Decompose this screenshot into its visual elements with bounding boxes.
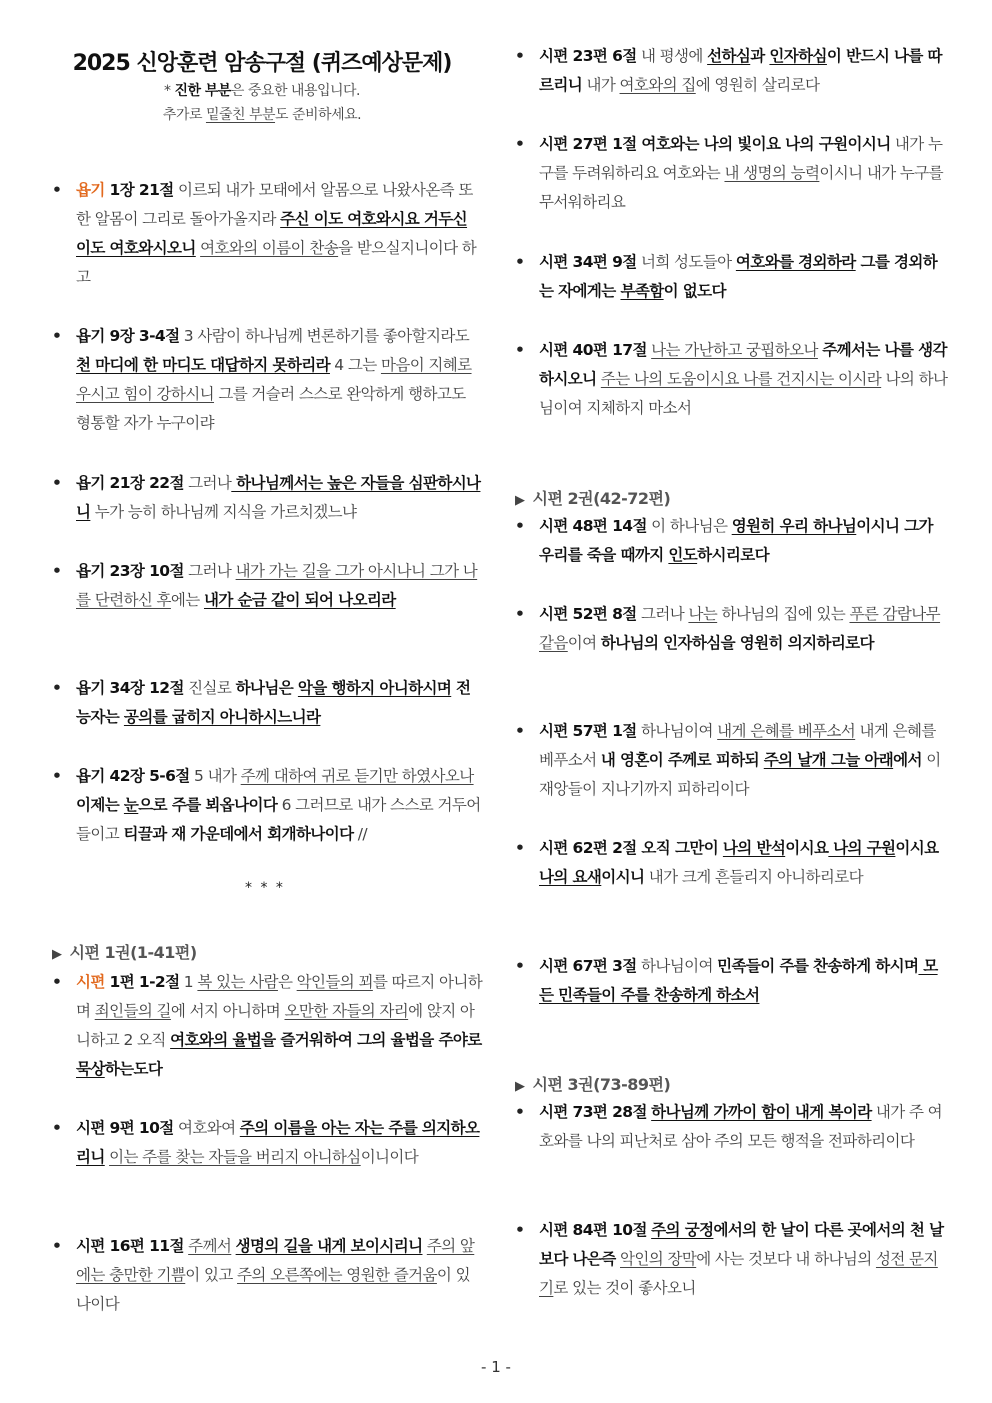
verse-key-text: 나의 요새	[539, 868, 602, 886]
verse-text: 에 사는 것보다 내 하나님의	[696, 1250, 876, 1268]
triangle-icon: ▶	[52, 947, 62, 962]
verse-text: 그러나	[183, 562, 236, 580]
verse-text: 이여	[567, 634, 601, 652]
verse-underlined-text: 마음이 지혜로우시고 힘이 강하시니	[76, 356, 472, 403]
verse-key-text: 내가 순금 같이 되어 나오리라	[203, 591, 396, 609]
verse-text: 진실로	[183, 679, 236, 697]
triangle-icon: ▶	[515, 493, 525, 508]
bullet: •	[52, 973, 62, 991]
verse-key-text: 과	[750, 47, 770, 65]
verse-text: 은	[277, 973, 297, 991]
bullet: •	[52, 1237, 62, 1255]
verse-book: 시편	[76, 973, 105, 991]
verse-entry	[515, 952, 951, 1010]
verse-underlined-text: 여호와의 집	[619, 76, 696, 94]
verse-text: //	[353, 825, 368, 843]
verse-underlined-text: 내가 가는 길을 그가 아시나니 그가 나를 단련하신 후	[76, 562, 478, 609]
verse-underlined-text: 나는 가난하고 궁핍하오나	[651, 341, 818, 359]
verse-key-text: 찬송하게 하시며	[813, 957, 919, 975]
verse-key-text: 전능자는	[76, 679, 471, 726]
verse-underlined-text: 여호와의 이름이 찬송	[200, 239, 339, 257]
verse-entry	[52, 674, 484, 732]
verse-text: 내가 누구를 두려워하리요 여호와는	[539, 135, 943, 182]
verse-text: 내 평생에	[636, 47, 708, 65]
bullet: •	[52, 1119, 62, 1137]
verse-entry	[515, 834, 951, 892]
verse-entry	[52, 469, 484, 527]
verse-key-text: 에서	[893, 751, 922, 769]
verse-key-text: 을 즐거워하여 그의 율법을 주야로	[261, 1031, 482, 1049]
verse-key-text: 에서의 한 날이 다른 곳에서의 천 날보다 나은즉	[539, 1221, 944, 1268]
verse-text: 이 하나님은	[646, 517, 732, 535]
bullet: •	[52, 327, 62, 345]
verse-key-text: 이시니 그가 우리를 죽을 때까지	[539, 517, 933, 564]
verse-underlined-text: 주는 나의 도움이시요 나를 건지시는 이시라	[600, 370, 882, 388]
verse-key-text: 하나님은	[235, 679, 298, 697]
verse-ref: 시편 9편 10절	[76, 1119, 174, 1137]
section-heading	[515, 1072, 670, 1095]
verse-underlined-text: 내게 은혜를 베푸소서	[717, 722, 856, 740]
bullet: •	[515, 341, 525, 359]
bullet: •	[52, 562, 62, 580]
verse-entry	[52, 176, 484, 292]
verse-text: 6 그러므로 내가 스스로 거두어들이고	[76, 796, 481, 843]
verse-text: 하나님의 집에 있는	[717, 605, 850, 623]
verse-key-text: 주의 궁정	[651, 1221, 714, 1239]
verse-underlined-text: 악인들의 꾀	[296, 973, 373, 991]
verse-underlined-text: 악인의 장막	[620, 1250, 697, 1268]
verse-text: 이니이다	[360, 1148, 419, 1166]
section-heading	[52, 940, 197, 963]
verse-text: 로 있는 것이 좋사오니	[553, 1279, 696, 1297]
verse-text: 이 재앙들이 지나기까지 피하리이다	[539, 751, 941, 798]
bullet: •	[52, 767, 62, 785]
verse-ref: 시편 23편 6절	[539, 47, 637, 65]
verse-text: 누가 능히 하나님께 지식을 가르치겠느냐	[90, 503, 357, 521]
verse-entry	[52, 1232, 484, 1319]
verse-key-text: 묵상	[76, 1060, 105, 1078]
note-mark: *	[163, 83, 175, 99]
verse-underlined-text: 주의 앞에는 충만한 기쁨	[76, 1237, 475, 1284]
bullet: •	[515, 957, 525, 975]
verse-key-text: 이제는	[76, 796, 124, 814]
verse-text: 나의 하나님이여 지체하지 마소서	[539, 370, 948, 417]
verse-underlined-text: 내 생명의 능력	[724, 164, 820, 182]
triangle-icon: ▶	[515, 1079, 525, 1094]
note-text: 추가로	[162, 107, 206, 123]
page-title: 2025 신앙훈련 암송구절 (퀴즈예상문제)	[72, 51, 452, 76]
verse-key-text: 이시요	[895, 839, 939, 857]
verse-text: 에는	[170, 591, 204, 609]
verse-key-text: 이 없도다	[663, 282, 726, 300]
verse-key-text: 인도	[668, 546, 698, 564]
verse-text: 내게 은혜를 베푸소서	[539, 722, 936, 769]
verse-key-text: 하시리로다	[697, 546, 769, 564]
verse-ref: 1장 21절	[104, 181, 174, 199]
verse-underlined-text: 성전 문지기	[539, 1250, 938, 1297]
verse-key-text: 그를 경외하는 자에게는	[539, 253, 938, 300]
verse-text: 에 앉지 아니하고 2 오직	[76, 1002, 475, 1049]
verse-key-text: 공의를 굽히지 아니하시느니라	[123, 708, 321, 726]
verse-underlined-text: 주의 오른쪽에는 영원한 즐거움	[237, 1266, 437, 1284]
verse-entry	[515, 1098, 951, 1156]
verse-ref: 1편 1-2절	[104, 973, 180, 991]
verse-text: 에 영원히 살리로다	[695, 76, 820, 94]
verse-key-text: 주의 이름을 아는 자는 주를 의지하오리니	[76, 1119, 480, 1166]
bullet: •	[515, 135, 525, 153]
verse-key-text: 여호와의 율법	[170, 1031, 262, 1049]
verse-key-text: 민족들이 주를	[717, 957, 814, 975]
verse-text: 이시니 내가 누구를 무서워하리요	[539, 164, 944, 211]
verse-text: 그러나	[183, 474, 232, 492]
verse-text: 에 서지 아니하며	[170, 1002, 285, 1020]
verse-key-text: 눈	[123, 796, 139, 814]
verse-key-text: 하나님의 인자하심을 영원히 의지하리로다	[600, 634, 874, 652]
verse-ref: 시편 16편 11절	[76, 1237, 184, 1255]
verse-entry	[515, 42, 951, 100]
verse-text: 이 있나이다	[76, 1266, 470, 1313]
note-underline	[52, 104, 472, 124]
verse-underlined-text: 복 있는 사람	[197, 973, 278, 991]
verse-text: 여호와여	[173, 1119, 240, 1137]
verse-entry	[515, 717, 951, 804]
verse-ref: 욥기 34장 12절	[76, 679, 184, 697]
bullet: •	[515, 839, 525, 857]
verse-text: 하나님이여	[636, 957, 718, 975]
bullet: •	[515, 605, 525, 623]
verse-key-text: 하나님께 가까이 함이 내게 복이라	[651, 1103, 872, 1121]
verse-key-text: 나의 구원	[828, 839, 896, 857]
verse-entry	[52, 762, 484, 849]
bullet: •	[515, 1221, 525, 1239]
verse-key-text: 영원히 우리 하나님	[731, 517, 857, 535]
verse-ref: 시편 52편 8절	[539, 605, 637, 623]
verse-entry	[515, 1216, 951, 1303]
section-heading-text: 시편 1권(1-41편)	[69, 943, 197, 962]
section-heading-text: 시편 2권(42-72편)	[532, 489, 671, 508]
verse-key-text: 선하심	[707, 47, 751, 65]
verse-key-text: 주신 이도 여호와시요 거두신 이도 여호와시오니	[76, 210, 468, 257]
note-text: 은 중요한 내용입니다.	[230, 83, 360, 99]
verse-key-text: 오직 그만이	[636, 839, 723, 857]
verse-key-text: 인자하심	[769, 47, 827, 65]
verse-ref: 시편 73편 28절	[539, 1103, 647, 1121]
bullet: •	[515, 253, 525, 271]
verse-entry	[515, 248, 951, 306]
verse-ref: 욥기 21장 22절	[76, 474, 184, 492]
verse-ref: 욥기 23장 10절	[76, 562, 184, 580]
note-bold-text: 진한 부분	[174, 83, 231, 99]
verse-ref: 시편 57편 1절	[539, 722, 637, 740]
verse-underlined-text: 나는	[688, 605, 718, 623]
verse-text: 이 있고	[185, 1266, 238, 1284]
verse-key-text: 악을 행하지 아니하시며	[297, 679, 452, 697]
verse-text: 을 받으실지니이다 하고	[76, 239, 477, 286]
verse-text: 내가 주 여호와를 나의 피난처로 삼아 주의 모든 행적을 전파하리이다	[539, 1103, 943, 1150]
verse-key-text: 이시니	[601, 868, 645, 886]
page-number: - 1 -	[481, 1358, 511, 1376]
verse-entry	[515, 130, 951, 217]
verse-key-text: 이시요	[785, 839, 829, 857]
verse-ref: 시편 84편 10절	[539, 1221, 647, 1239]
verse-key-text: 여호와를 경외하라	[735, 253, 856, 271]
verse-underlined-text: 주께 대하여 귀로 듣기만 하였사오나	[240, 767, 474, 785]
verse-text: 그러나	[636, 605, 689, 623]
bullet: •	[52, 181, 62, 199]
verse-text: 를 따르지 아니하며	[76, 973, 483, 1020]
verse-text: 그를 거슬러 스스로 완악하게 행하고도 형통할 자가 누구이랴	[76, 385, 466, 432]
verse-underlined-text: 주께서	[188, 1237, 232, 1255]
verse-key-text: 여호와는 나의 빛이요 나의 구원이시니	[636, 135, 891, 153]
bullet: •	[52, 474, 62, 492]
verse-key-text: 생명의 길을 내게 보이시리니	[235, 1237, 423, 1255]
bullet: •	[515, 517, 525, 535]
verse-underlined-text: 이는 주를 찾는 자들을 버리지 아니하심	[109, 1148, 361, 1166]
verse-entry	[52, 1114, 484, 1172]
section-heading	[515, 486, 670, 509]
verse-key-text: 주의 날개 그늘 아래	[763, 751, 894, 769]
note-important	[52, 80, 472, 100]
verse-text: 1	[179, 973, 198, 991]
verse-ref: 시편 62편 2절	[539, 839, 637, 857]
verse-book: 욥기	[76, 181, 105, 199]
verse-key-text: 티끌과 재 가운데에서 회개하나이다	[123, 825, 354, 843]
bullet: •	[515, 47, 525, 65]
verse-text: 내가	[582, 76, 620, 94]
note-text: 도 준비하세요.	[275, 107, 362, 123]
verse-entry	[515, 336, 951, 423]
verse-key-text: 부족함	[620, 282, 664, 300]
verse-ref: 욥기 42장 5-6절	[76, 767, 190, 785]
bullet: •	[52, 679, 62, 697]
verse-underlined-text: 오만한 자들의 자리	[284, 1002, 409, 1020]
verse-key-text: 하는도다	[104, 1060, 163, 1078]
verse-text: 너희 성도들아	[636, 253, 736, 271]
verse-ref: 시편 40편 17절	[539, 341, 647, 359]
verse-ref: 시편 67편 3절	[539, 957, 637, 975]
verse-key-text: 하나님께서는 높은 자들을 심판하시나니	[76, 474, 481, 521]
verse-key-text: 이 반드시 나를 따르리니	[539, 47, 942, 94]
verse-entry	[515, 600, 951, 658]
verse-text: 내가 크게 흔들리지 아니하리로다	[644, 868, 863, 886]
bullet: •	[515, 1103, 525, 1121]
verse-key-text: 으로 주를 뵈옵나이다	[138, 796, 278, 814]
verse-key-text: 나의 반석	[722, 839, 786, 857]
bullet: •	[515, 722, 525, 740]
verse-key-text: 내 영혼이 주께로 피하되	[600, 751, 764, 769]
separator-stars: * * *	[245, 880, 285, 896]
note-underline-text: 밑줄친 부분	[205, 107, 276, 123]
verse-key-text: 모든 민족들이 주를 찬송하게 하소서	[539, 957, 938, 1004]
verse-text: 4 그는	[329, 356, 381, 374]
verse-text: 이르되 내가 모태에서 알몸으로 나왔사온즉 또한 알몸이 그리로 돌아가올지라	[76, 181, 473, 228]
verse-underlined-text: 죄인들의 길	[94, 1002, 171, 1020]
verse-ref: 시편 34편 9절	[539, 253, 637, 271]
verse-text: 3 사람이 하나님께 변론하기를 좋아할지라도	[179, 327, 470, 345]
verse-text: 5 내가	[189, 767, 241, 785]
verse-key-text: 주께서는 나를 생각하시오니	[539, 341, 947, 388]
verse-entry	[515, 512, 951, 570]
verse-ref: 시편 48편 14절	[539, 517, 647, 535]
verse-entry	[52, 557, 484, 615]
verse-key-text: 천 마디에 한 마디도 대답하지 못하리라	[76, 356, 330, 374]
verse-ref: 시편 27편 1절	[539, 135, 637, 153]
verse-text: 하나님이여	[636, 722, 718, 740]
verse-underlined-text: 푸른 감람나무 같음	[539, 605, 941, 652]
section-heading-text: 시편 3권(73-89편)	[532, 1075, 671, 1094]
verse-entry	[52, 968, 484, 1084]
verse-ref: 욥기 9장 3-4절	[76, 327, 180, 345]
verse-entry	[52, 322, 484, 438]
